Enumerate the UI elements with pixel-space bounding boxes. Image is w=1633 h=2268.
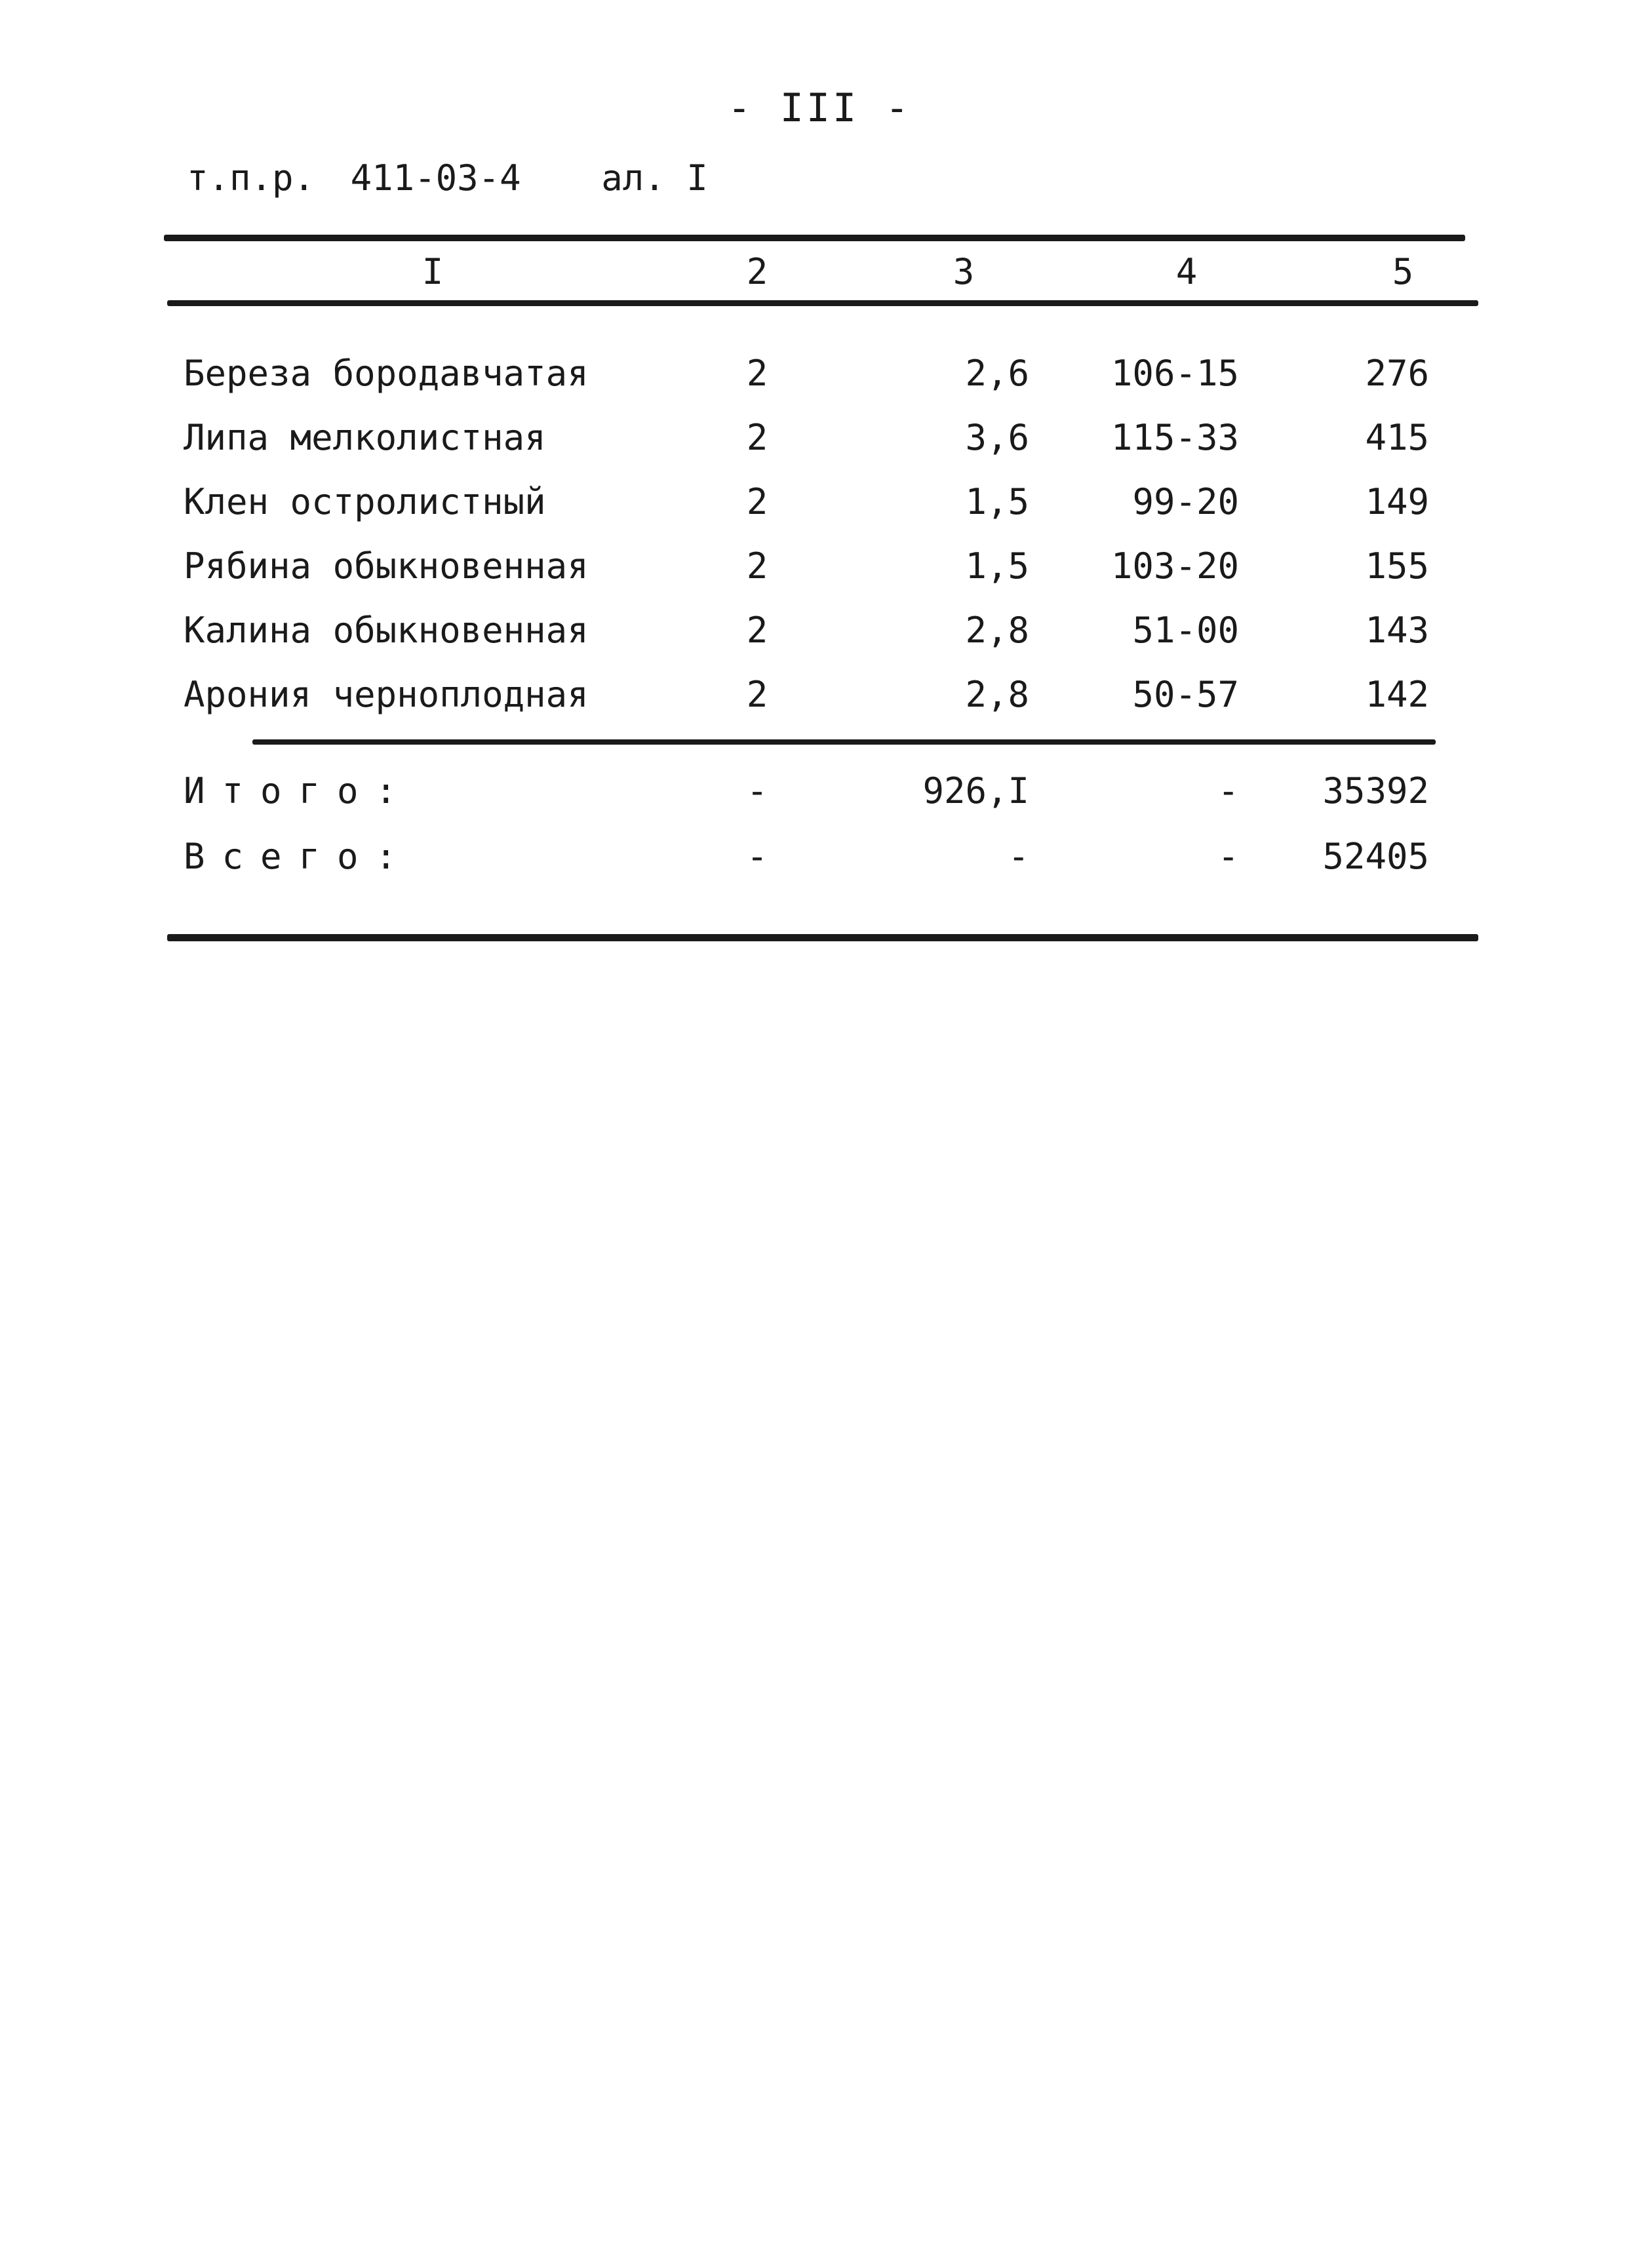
row-species: Арония черноплодная	[184, 674, 589, 715]
doc-ref-prefix: т.п.р.	[187, 157, 315, 199]
row-col-2: 2	[746, 545, 768, 587]
row-species: Клен остролистный	[184, 481, 546, 522]
header-col-4: 4	[1175, 251, 1198, 292]
grand-total-label: Всего:	[184, 836, 414, 877]
row-col-3: 3,6	[965, 417, 1029, 458]
row-species: Калина обыкновенная	[184, 610, 589, 651]
row-col-5: 149	[1365, 481, 1429, 522]
header-col-2: 2	[746, 251, 768, 292]
row-col-2: 2	[746, 353, 768, 394]
row-col-4: 99-20	[1132, 481, 1239, 522]
row-col-4: 106-15	[1111, 353, 1239, 394]
subtotal-col-4: -	[1217, 770, 1239, 811]
row-col-4: 103-20	[1111, 545, 1239, 587]
row-col-5: 142	[1365, 674, 1429, 715]
table-top-rule	[164, 235, 1465, 241]
row-species: Рябина обыкновенная	[184, 545, 589, 587]
row-col-3: 1,5	[965, 545, 1029, 587]
table-bottom-rule	[167, 934, 1478, 941]
row-species: Липа мелколистная	[184, 417, 546, 458]
grand-total-col-2: -	[746, 836, 768, 877]
row-col-3: 2,8	[965, 610, 1029, 651]
row-col-3: 2,6	[965, 353, 1029, 394]
grand-total-col-3: -	[1008, 836, 1029, 877]
row-col-5: 155	[1365, 545, 1429, 587]
row-species: Береза бородавчатая	[184, 353, 589, 394]
row-col-2: 2	[746, 610, 768, 651]
totals-separator-rule	[252, 739, 1436, 745]
row-col-4: 50-57	[1132, 674, 1239, 715]
row-col-3: 2,8	[965, 674, 1029, 715]
row-col-5: 143	[1365, 610, 1429, 651]
header-col-1: I	[422, 251, 444, 292]
subtotal-col-5: 35392	[1322, 770, 1429, 811]
header-col-5: 5	[1392, 251, 1414, 292]
doc-ref-sheet: ал. I	[601, 157, 708, 199]
row-col-2: 2	[746, 481, 768, 522]
grand-total-col-5: 52405	[1322, 836, 1429, 877]
row-col-2: 2	[746, 417, 768, 458]
page-number: - III -	[727, 85, 912, 131]
row-col-2: 2	[746, 674, 768, 715]
row-col-4: 51-00	[1132, 610, 1239, 651]
row-col-3: 1,5	[965, 481, 1029, 522]
subtotal-col-2: -	[746, 770, 768, 811]
subtotal-label: Итого:	[184, 770, 414, 811]
subtotal-col-3: 926,I	[922, 770, 1029, 811]
doc-ref-code: 411-03-4	[350, 157, 521, 199]
row-col-5: 415	[1365, 417, 1429, 458]
row-col-5: 276	[1365, 353, 1429, 394]
row-col-4: 115-33	[1111, 417, 1239, 458]
grand-total-col-4: -	[1217, 836, 1239, 877]
table-header-rule	[167, 300, 1478, 306]
document-reference	[187, 157, 708, 199]
header-col-3: 3	[953, 251, 975, 292]
